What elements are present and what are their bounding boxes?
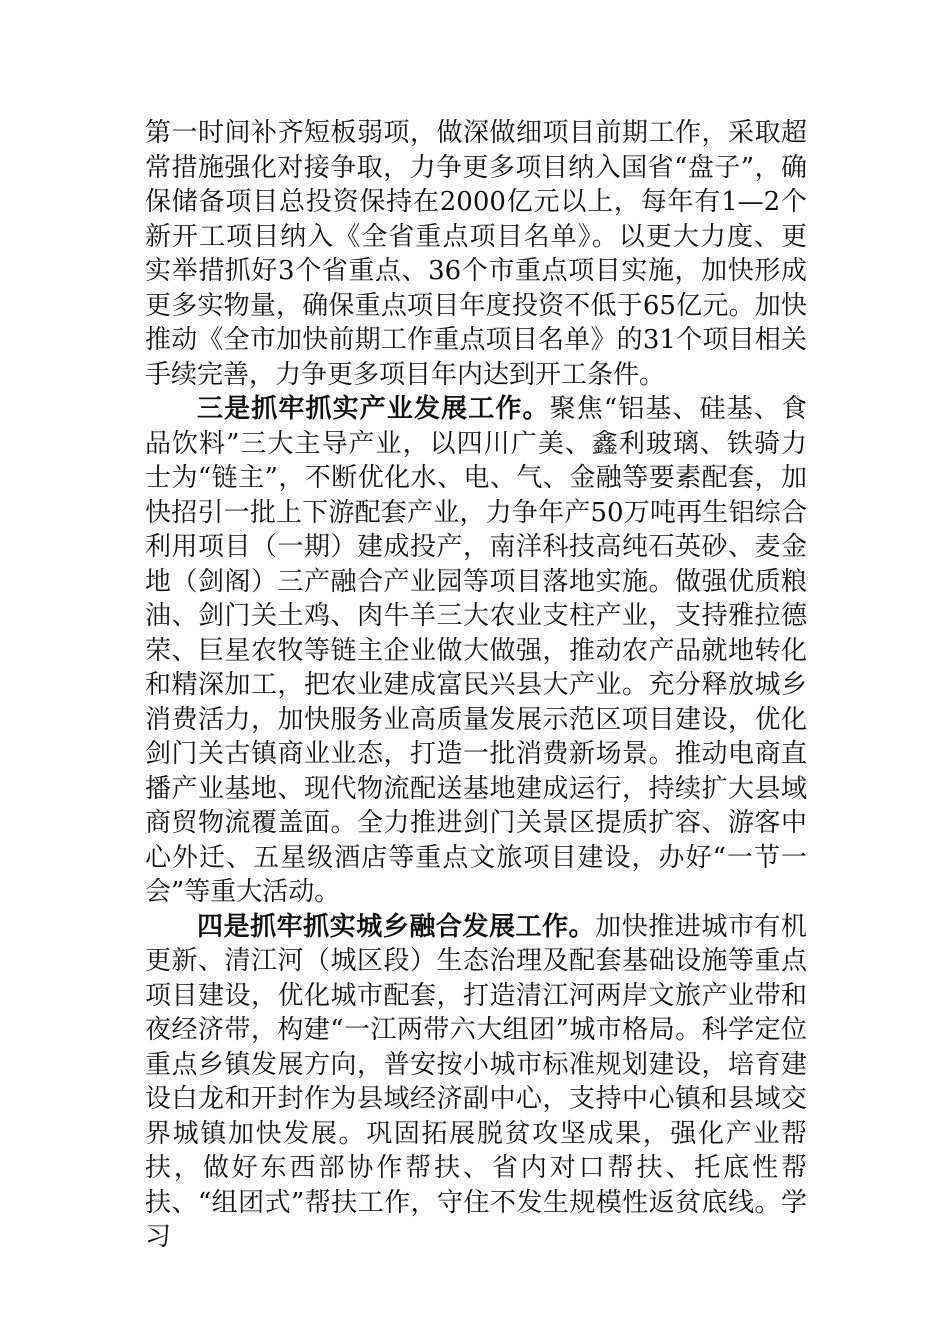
paragraph-1 — [145, 116, 807, 392]
paragraph-2 — [145, 392, 807, 910]
document-body — [145, 116, 807, 1255]
paragraph-3 — [145, 910, 807, 1255]
paragraph-3-heading: 四是抓牢抓实城乡融合发展工作。 — [197, 911, 596, 942]
paragraph-3-text: 加快推进城市有机更新、清江河（城区段）生态治理及配套基础设施等重点项目建设，优化城市配套，打造清江河两岸文旅产业带和夜经济带，构建“一江两带六大组团”城市格局。科学定位重点乡镇发展方向，普安按小城市标准规划建设，培育建设白龙和开封作为县域经济副中心，支持中心镇和县域交界城镇加快发展。巩固拓展脱贫攻坚成果，强化产业帮扶，做好东西部协作帮扶、省内对口帮扶、托底性帮扶、“组团式”帮扶工作，守住不发生规模性返贫底线。学习 — [145, 911, 807, 1252]
paragraph-2-text: 聚焦“铝基、硅基、食品饮料”三大主导产业，以四川广美、鑫利玻璃、铁骑力士为“链主”，不断优化水、电、气、金融等要素配套，加快招引一批上下游配套产业，力争年产50万吨再生铝综合利用项目（一期）建成投产，南洋科技高纯石英砂、麦金地（剑阁）三产融合产业园等项目落地实施。做强优质粮油、剑门关土鸡、肉牛羊三大农业支柱产业，支持雅拉德荣、巨星农牧等链主企业做大做强，推动农产品就地转化和精深加工，把农业建成富民兴县大产业。充分释放城乡消费活力，加快服务业高质量发展示范区项目建设，优化剑门关古镇商业业态，打造一批消费新场景。推动电商直播产业基地、现代物流配送基地建成运行，持续扩大县域商贸物流覆盖面。全力推进剑门关景区提质扩容、游客中心外迁、五星级酒店等重点文旅项目建设，办好“一节一会”等重大活动。 — [145, 394, 807, 907]
paragraph-1-text: 第一时间补齐短板弱项，做深做细项目前期工作，采取超常措施强化对接争取，力争更多项目纳入国省“盘子”，确保储备项目总投资保持在2000亿元以上，每年有1—2个新开工项目纳入《全省重点项目名单》。以更大力度、更实举措抓好3个省重点、36个市重点项目实施，加快形成更多实物量，确保重点项目年度投资不低于65亿元。加快推动《全市加快前期工作重点项目名单》的31个项目相关手续完善，力争更多项目年内达到开工条件。 — [145, 118, 807, 390]
paragraph-2-heading: 三是抓牢抓实产业发展工作。 — [197, 394, 550, 424]
